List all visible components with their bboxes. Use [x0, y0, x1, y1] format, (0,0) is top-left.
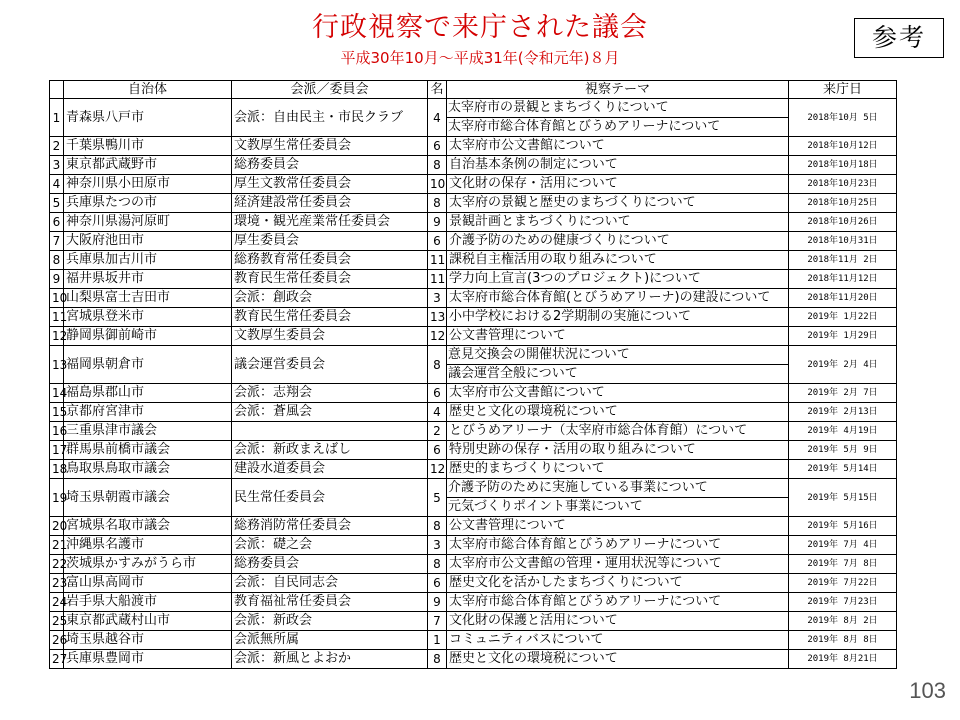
- visitor-count-cell: 7: [428, 612, 447, 631]
- visit-date-cell: 2019年 5月14日: [789, 460, 897, 479]
- visitor-count-cell: 8: [428, 346, 447, 384]
- row-number: 12: [50, 327, 64, 346]
- visit-date-cell: 2018年11月20日: [789, 289, 897, 308]
- table-row: [50, 631, 897, 650]
- theme-cell: [447, 517, 789, 536]
- table-row: [50, 213, 897, 232]
- table-row: [50, 593, 897, 612]
- theme-line: 太宰府市総合体育館とびうめアリーナについて: [449, 594, 722, 609]
- row-number: 23: [50, 574, 64, 593]
- visitor-count-cell: 1: [428, 631, 447, 650]
- theme-line: 歴史文化を活かしたまちづくりについて: [449, 575, 683, 590]
- theme-cell: [447, 346, 789, 384]
- table-row: [50, 232, 897, 251]
- group-cell: 民生常任委員会: [232, 479, 428, 517]
- row-number: 3: [50, 156, 64, 175]
- group-cell: 文教厚生常任委員会: [232, 137, 428, 156]
- header-municipality: 自治体: [64, 81, 232, 99]
- municipality-cell: 福島県郡山市: [64, 384, 232, 403]
- theme-line: 景観計画とまちづくりについて: [449, 214, 631, 229]
- visitor-count-cell: 9: [428, 213, 447, 232]
- row-number: 18: [50, 460, 64, 479]
- theme-cell: [447, 308, 789, 327]
- theme-line: 文化財の保存・活用について: [449, 176, 618, 191]
- visit-date-cell: 2018年10月25日: [789, 194, 897, 213]
- theme-line: 公文書管理について: [449, 328, 566, 343]
- theme-line: 太宰府の景観と歴史のまちづくりについて: [449, 195, 696, 210]
- group-cell: [232, 422, 428, 441]
- theme-cell: [447, 593, 789, 612]
- theme-cell: [447, 156, 789, 175]
- table-row: [50, 612, 897, 631]
- table-row: [50, 346, 897, 384]
- theme-cell: [447, 479, 789, 517]
- municipality-cell: 大阪府池田市: [64, 232, 232, 251]
- municipality-cell: 宮城県登米市: [64, 308, 232, 327]
- visit-date-cell: 2019年 7月 4日: [789, 536, 897, 555]
- table-row: [50, 270, 897, 289]
- visitor-count-cell: 8: [428, 517, 447, 536]
- header-date: 来庁日: [789, 81, 897, 99]
- row-number: 25: [50, 612, 64, 631]
- row-number: 11: [50, 308, 64, 327]
- theme-line: 太宰府市の景観とまちづくりについて: [448, 100, 669, 115]
- row-number: 4: [50, 175, 64, 194]
- visitor-count-cell: 6: [428, 384, 447, 403]
- header-no: [50, 81, 64, 99]
- visit-date-cell: 2018年10月31日: [789, 232, 897, 251]
- municipality-cell: 福岡県朝倉市: [64, 346, 232, 384]
- visitor-count-cell: 6: [428, 441, 447, 460]
- municipality-cell: 岩手県大船渡市: [64, 593, 232, 612]
- visitor-count-cell: 3: [428, 289, 447, 308]
- group-cell: 厚生委員会: [232, 232, 428, 251]
- theme-cell: [447, 99, 789, 137]
- row-number: 21: [50, 536, 64, 555]
- table-row: [50, 422, 897, 441]
- table-row: [50, 308, 897, 327]
- municipality-cell: 神奈川県小田原市: [64, 175, 232, 194]
- theme-line: 公文書管理について: [449, 518, 566, 533]
- municipality-cell: 埼玉県越谷市: [64, 631, 232, 650]
- visit-date-cell: 2018年11月12日: [789, 270, 897, 289]
- group-cell: 経済建設常任委員会: [232, 194, 428, 213]
- table-row: [50, 194, 897, 213]
- theme-cell: [447, 175, 789, 194]
- municipality-cell: 静岡県御前崎市: [64, 327, 232, 346]
- visit-date-cell: 2019年 7月22日: [789, 574, 897, 593]
- theme-line: 歴史的まちづくりについて: [449, 461, 605, 476]
- theme-line: 太宰府市総合体育館とびうめアリーナについて: [449, 537, 722, 552]
- row-number: 26: [50, 631, 64, 650]
- page-number: 103: [909, 678, 946, 703]
- municipality-cell: 兵庫県加古川市: [64, 251, 232, 270]
- visit-date-cell: 2019年 1月29日: [789, 327, 897, 346]
- theme-line: 文化財の保護と活用について: [449, 613, 618, 628]
- visit-date-cell: 2019年 2月13日: [789, 403, 897, 422]
- theme-line: 特別史跡の保存・活用の取り組みについて: [449, 442, 696, 457]
- visitor-count-cell: 6: [428, 137, 447, 156]
- group-cell: 建設水道委員会: [232, 460, 428, 479]
- theme-line: 元気づくりポイント事業について: [447, 497, 788, 516]
- visit-date-cell: 2019年 7月23日: [789, 593, 897, 612]
- group-cell: 会派：新風とよおか: [232, 650, 428, 669]
- theme-line: 小中学校における2学期制の実施について: [449, 309, 692, 324]
- municipality-cell: 青森県八戸市: [64, 99, 232, 137]
- row-number: 19: [50, 479, 64, 517]
- group-cell: 会派：新政会: [232, 612, 428, 631]
- theme-cell: [447, 422, 789, 441]
- table-row: [50, 251, 897, 270]
- row-number: 20: [50, 517, 64, 536]
- group-cell: 会派：蒼風会: [232, 403, 428, 422]
- table-row: [50, 99, 897, 137]
- row-number: 17: [50, 441, 64, 460]
- municipality-cell: 神奈川県湯河原町: [64, 213, 232, 232]
- municipality-cell: 埼玉県朝霞市議会: [64, 479, 232, 517]
- theme-cell: [447, 460, 789, 479]
- header-count: 名: [428, 81, 447, 99]
- table-row: [50, 327, 897, 346]
- table-row: [50, 517, 897, 536]
- group-cell: 総務委員会: [232, 555, 428, 574]
- group-cell: 環境・観光産業常任委員会: [232, 213, 428, 232]
- group-cell: 総務教育常任委員会: [232, 251, 428, 270]
- group-cell: 教育福祉常任委員会: [232, 593, 428, 612]
- visit-date-cell: 2019年 1月22日: [789, 308, 897, 327]
- municipality-cell: 兵庫県たつの市: [64, 194, 232, 213]
- visitor-count-cell: 4: [428, 99, 447, 137]
- municipality-cell: 東京都武蔵村山市: [64, 612, 232, 631]
- visitor-count-cell: 12: [428, 460, 447, 479]
- visit-date-cell: 2019年 8月 8日: [789, 631, 897, 650]
- theme-line: 歴史と文化の環境税について: [449, 404, 618, 419]
- theme-cell: [447, 555, 789, 574]
- row-number: 10: [50, 289, 64, 308]
- page-subtitle: 平成30年10月～平成31年(令和元年)８月: [340, 49, 620, 67]
- visitor-count-cell: 6: [428, 574, 447, 593]
- municipality-cell: 富山県高岡市: [64, 574, 232, 593]
- theme-cell: [447, 574, 789, 593]
- table-row: [50, 479, 897, 517]
- visit-date-cell: 2018年10月18日: [789, 156, 897, 175]
- visitor-count-cell: 11: [428, 270, 447, 289]
- municipality-cell: 沖縄県名護市: [64, 536, 232, 555]
- municipality-cell: 兵庫県豊岡市: [64, 650, 232, 669]
- visitor-count-cell: 13: [428, 308, 447, 327]
- theme-line: 自治基本条例の制定について: [449, 157, 618, 172]
- visit-date-cell: 2018年10月12日: [789, 137, 897, 156]
- visitor-count-cell: 11: [428, 251, 447, 270]
- theme-line: 太宰府市総合体育館とびうめアリーナについて: [447, 117, 788, 136]
- row-number: 22: [50, 555, 64, 574]
- visit-date-cell: 2018年10月 5日: [789, 99, 897, 137]
- theme-line: 介護予防のために実施している事業について: [448, 480, 708, 495]
- visitor-count-cell: 4: [428, 403, 447, 422]
- theme-line: 太宰府市公文書館について: [449, 385, 605, 400]
- theme-cell: [447, 612, 789, 631]
- row-number: 24: [50, 593, 64, 612]
- theme-line: とびうめアリーナ（太宰府市総合体育館）について: [449, 423, 748, 438]
- visitor-count-cell: 2: [428, 422, 447, 441]
- table-row: [50, 536, 897, 555]
- visitor-count-cell: 8: [428, 555, 447, 574]
- visit-date-cell: 2019年 8月21日: [789, 650, 897, 669]
- theme-cell: [447, 327, 789, 346]
- table-row: [50, 574, 897, 593]
- group-cell: 総務委員会: [232, 156, 428, 175]
- theme-line: 歴史と文化の環境税について: [449, 651, 618, 666]
- visit-date-cell: 2019年 2月 7日: [789, 384, 897, 403]
- theme-cell: [447, 536, 789, 555]
- row-number: 6: [50, 213, 64, 232]
- visitor-count-cell: 12: [428, 327, 447, 346]
- theme-cell: [447, 403, 789, 422]
- theme-cell: [447, 251, 789, 270]
- visit-date-cell: 2019年 5月 9日: [789, 441, 897, 460]
- theme-line: 太宰府市総合体育館(とびうめアリーナ)の建設について: [449, 290, 771, 305]
- table-header-row: [50, 81, 897, 99]
- header-theme: 視察テーマ: [447, 81, 789, 99]
- theme-cell: [447, 232, 789, 251]
- theme-cell: [447, 289, 789, 308]
- theme-cell: [447, 441, 789, 460]
- visit-date-cell: 2018年10月23日: [789, 175, 897, 194]
- header-group: 会派／委員会: [232, 81, 428, 99]
- visitor-count-cell: 8: [428, 650, 447, 669]
- municipality-cell: 宮城県名取市議会: [64, 517, 232, 536]
- table-body: [50, 99, 897, 669]
- visit-date-cell: 2019年 8月 2日: [789, 612, 897, 631]
- municipality-cell: 東京都武蔵野市: [64, 156, 232, 175]
- theme-line: 太宰府市公文書館について: [449, 138, 605, 153]
- theme-cell: [447, 631, 789, 650]
- page-title: 行政視察で来庁された議会: [312, 12, 648, 43]
- municipality-cell: 京都府宮津市: [64, 403, 232, 422]
- theme-cell: [447, 384, 789, 403]
- table-row: [50, 555, 897, 574]
- row-number: 5: [50, 194, 64, 213]
- visitor-count-cell: 8: [428, 194, 447, 213]
- group-cell: 厚生文教常任委員会: [232, 175, 428, 194]
- table-row: [50, 175, 897, 194]
- visitor-count-cell: 5: [428, 479, 447, 517]
- visitor-count-cell: 9: [428, 593, 447, 612]
- table-row: [50, 384, 897, 403]
- group-cell: 会派：自由民主・市民クラブ: [232, 99, 428, 137]
- visit-date-cell: 2019年 5月16日: [789, 517, 897, 536]
- municipality-cell: 鳥取県鳥取市議会: [64, 460, 232, 479]
- theme-line: 意見交換会の開催状況について: [448, 347, 630, 362]
- group-cell: 会派無所属: [232, 631, 428, 650]
- theme-line: 議会運営全般について: [447, 364, 788, 383]
- theme-line: 太宰府市公文書館の管理・運用状況等について: [449, 556, 722, 571]
- municipality-cell: 三重県津市議会: [64, 422, 232, 441]
- municipality-cell: 千葉県鴨川市: [64, 137, 232, 156]
- group-cell: 総務消防常任委員会: [232, 517, 428, 536]
- row-number: 15: [50, 403, 64, 422]
- theme-cell: [447, 194, 789, 213]
- theme-line: コミュニティバスについて: [449, 632, 604, 647]
- group-cell: 会派：新政まえばし: [232, 441, 428, 460]
- row-number: 9: [50, 270, 64, 289]
- theme-line: 介護予防のための健康づくりについて: [449, 233, 670, 248]
- theme-cell: [447, 270, 789, 289]
- visit-date-cell: 2019年 7月 8日: [789, 555, 897, 574]
- visitor-count-cell: 8: [428, 156, 447, 175]
- table-row: [50, 289, 897, 308]
- theme-cell: [447, 650, 789, 669]
- table-row: [50, 156, 897, 175]
- group-cell: 文教厚生委員会: [232, 327, 428, 346]
- municipality-cell: 茨城県かすみがうら市: [64, 555, 232, 574]
- visitor-count-cell: 6: [428, 232, 447, 251]
- table-row: [50, 137, 897, 156]
- row-number: 14: [50, 384, 64, 403]
- group-cell: 教育民生常任委員会: [232, 308, 428, 327]
- group-cell: 議会運営委員会: [232, 346, 428, 384]
- visit-date-cell: 2019年 2月 4日: [789, 346, 897, 384]
- municipality-cell: 山梨県富士吉田市: [64, 289, 232, 308]
- row-number: 13: [50, 346, 64, 384]
- row-number: 7: [50, 232, 64, 251]
- table-row: [50, 441, 897, 460]
- row-number: 8: [50, 251, 64, 270]
- reference-badge: 参考: [854, 18, 944, 58]
- theme-cell: [447, 213, 789, 232]
- group-cell: 会派：創政会: [232, 289, 428, 308]
- municipality-cell: 福井県坂井市: [64, 270, 232, 289]
- group-cell: 会派：礎之会: [232, 536, 428, 555]
- visit-date-cell: 2018年10月26日: [789, 213, 897, 232]
- theme-cell: [447, 137, 789, 156]
- row-number: 2: [50, 137, 64, 156]
- table-row: [50, 460, 897, 479]
- row-number: 16: [50, 422, 64, 441]
- table-row: [50, 403, 897, 422]
- theme-line: 学力向上宣言(3つのプロジェクト)について: [449, 271, 701, 286]
- row-number: 27: [50, 650, 64, 669]
- table-row: [50, 650, 897, 669]
- visits-table: [49, 80, 897, 669]
- theme-line: 課税自主権活用の取り組みについて: [449, 252, 657, 267]
- visit-date-cell: 2018年11月 2日: [789, 251, 897, 270]
- group-cell: 会派：志翔会: [232, 384, 428, 403]
- visitor-count-cell: 10: [428, 175, 447, 194]
- visit-date-cell: 2019年 5月15日: [789, 479, 897, 517]
- row-number: 1: [50, 99, 64, 137]
- group-cell: 会派：自民同志会: [232, 574, 428, 593]
- municipality-cell: 群馬県前橋市議会: [64, 441, 232, 460]
- visit-date-cell: 2019年 4月19日: [789, 422, 897, 441]
- group-cell: 教育民生常任委員会: [232, 270, 428, 289]
- visitor-count-cell: 3: [428, 536, 447, 555]
